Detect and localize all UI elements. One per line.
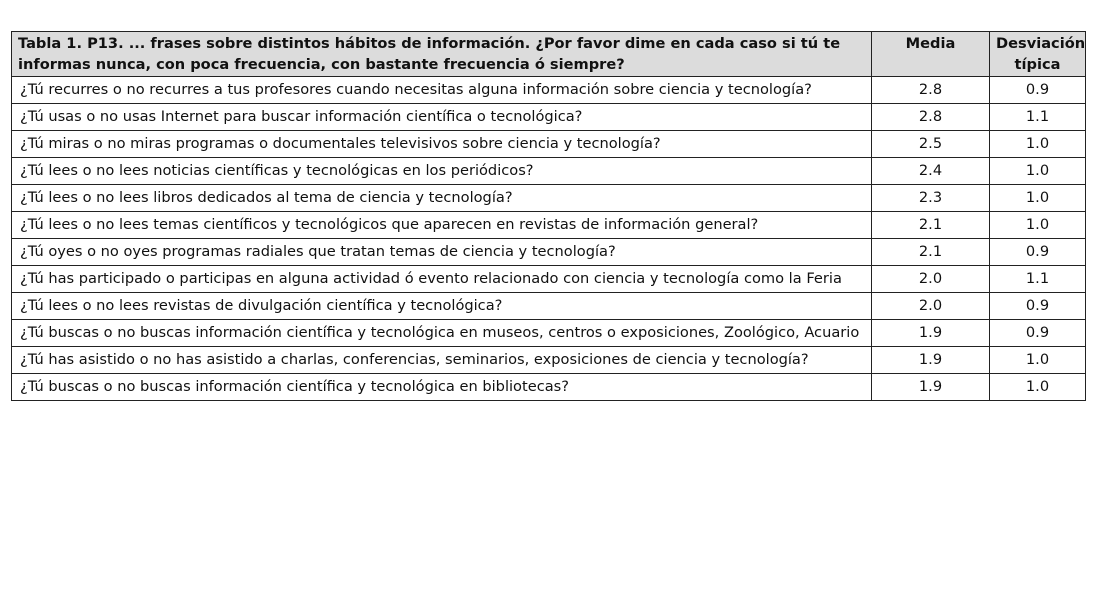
table-row [12, 266, 1086, 293]
desviacion-cell: 0.9 [990, 320, 1086, 347]
desviacion-cell: 1.0 [990, 185, 1086, 212]
question-cell: ¿Tú buscas o no buscas información científica y tecnológica en museos, centros o exposiciones, Zoológico, Acuario [12, 320, 872, 347]
media-cell: 2.8 [872, 77, 990, 104]
question-cell: ¿Tú buscas o no buscas información científica y tecnológica en bibliotecas? [12, 374, 872, 401]
desviacion-header: Desviación típica [990, 32, 1086, 77]
table-row [12, 293, 1086, 320]
desviacion-cell: 1.1 [990, 266, 1086, 293]
question-cell: ¿Tú lees o no lees revistas de divulgación científica y tecnológica? [12, 293, 872, 320]
media-cell: 2.0 [872, 293, 990, 320]
media-cell: 1.9 [872, 374, 990, 401]
media-cell: 2.0 [872, 266, 990, 293]
desviacion-cell: 1.0 [990, 158, 1086, 185]
question-cell: ¿Tú lees o no lees libros dedicados al tema de ciencia y tecnología? [12, 185, 872, 212]
question-cell: ¿Tú usas o no usas Internet para buscar información científica o tecnológica? [12, 104, 872, 131]
media-cell: 1.9 [872, 320, 990, 347]
media-cell: 2.4 [872, 158, 990, 185]
media-cell: 2.1 [872, 239, 990, 266]
table-row [12, 320, 1086, 347]
desviacion-cell: 0.9 [990, 239, 1086, 266]
table-row [12, 347, 1086, 374]
question-cell: ¿Tú recurres o no recurres a tus profesores cuando necesitas alguna información sobre ciencia y tecnología? [12, 77, 872, 104]
desviacion-cell: 0.9 [990, 293, 1086, 320]
question-cell: ¿Tú has participado o participas en alguna actividad ó evento relacionado con ciencia y tecnología como la Feria [12, 266, 872, 293]
table-caption-header: Tabla 1. P13. ... frases sobre distintos hábitos de información. ¿Por favor dime en cada caso si tú te informas nunca, con poca frecuencia, con bastante frecuencia ó siempre? [12, 32, 872, 77]
desviacion-cell: 1.0 [990, 212, 1086, 239]
desviacion-cell: 1.0 [990, 131, 1086, 158]
desviacion-cell: 1.0 [990, 374, 1086, 401]
table-row [12, 158, 1086, 185]
table-row [12, 239, 1086, 266]
habits-table [11, 31, 1086, 401]
desviacion-cell: 1.1 [990, 104, 1086, 131]
table-row [12, 212, 1086, 239]
media-cell: 2.8 [872, 104, 990, 131]
table-row [12, 131, 1086, 158]
table-row [12, 185, 1086, 212]
table-row [12, 77, 1086, 104]
question-cell: ¿Tú has asistido o no has asistido a charlas, conferencias, seminarios, exposiciones de ciencia y tecnología? [12, 347, 872, 374]
table-header-row [12, 32, 1086, 77]
question-cell: ¿Tú oyes o no oyes programas radiales que tratan temas de ciencia y tecnología? [12, 239, 872, 266]
media-cell: 2.3 [872, 185, 990, 212]
media-cell: 2.1 [872, 212, 990, 239]
media-cell: 1.9 [872, 347, 990, 374]
media-cell: 2.5 [872, 131, 990, 158]
question-cell: ¿Tú lees o no lees temas científicos y tecnológicos que aparecen en revistas de información general? [12, 212, 872, 239]
desviacion-cell: 1.0 [990, 347, 1086, 374]
question-cell: ¿Tú lees o no lees noticias científicas y tecnológicas en los periódicos? [12, 158, 872, 185]
desviacion-cell: 0.9 [990, 77, 1086, 104]
question-cell: ¿Tú miras o no miras programas o documentales televisivos sobre ciencia y tecnología? [12, 131, 872, 158]
table-row [12, 104, 1086, 131]
table-row [12, 374, 1086, 401]
media-header: Media [872, 32, 990, 77]
table-container [11, 31, 1086, 401]
